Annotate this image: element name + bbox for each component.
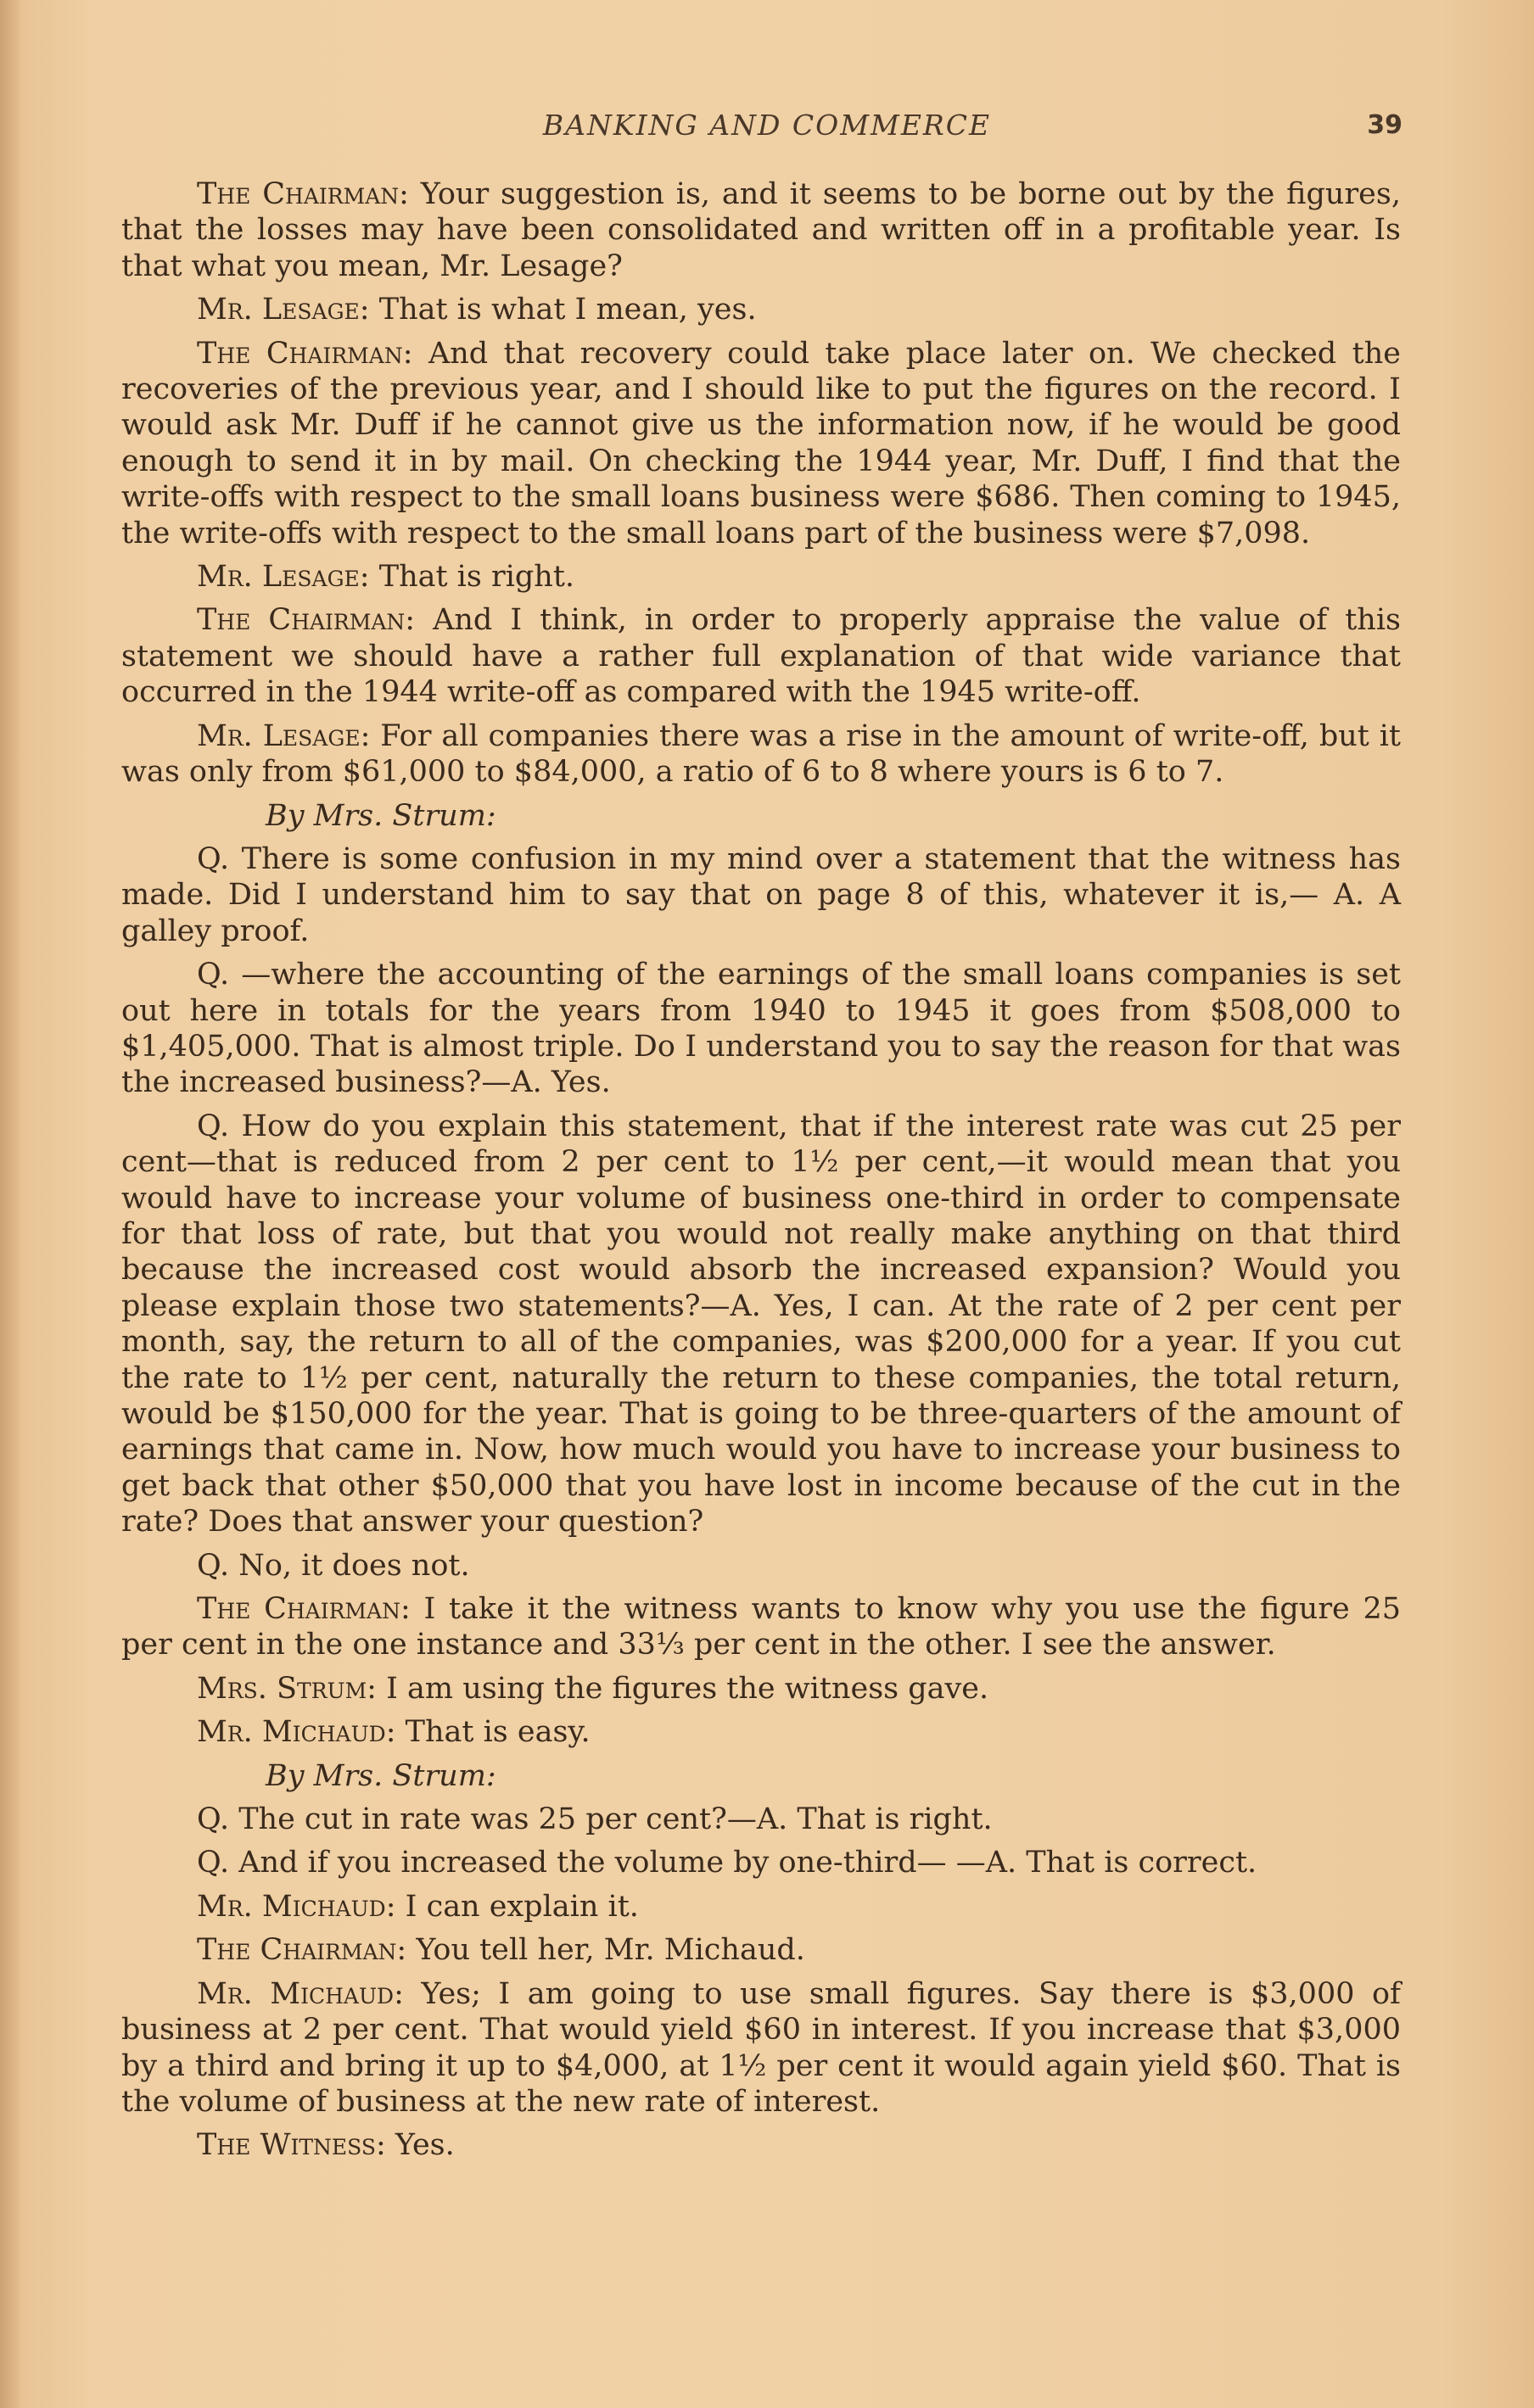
paragraph xyxy=(121,176,1401,284)
paragraph-text: Q. And if you increased the volume by one-third— —A. That is correct. xyxy=(197,1846,1257,1880)
question-answer xyxy=(121,957,1401,1101)
paragraph-text: Yes. xyxy=(385,2128,455,2163)
paragraph xyxy=(121,1889,1401,1925)
speaker: The Chairman: xyxy=(197,1933,407,1968)
paragraph xyxy=(121,1591,1401,1663)
speaker: Mr. Lesage: xyxy=(197,718,371,753)
paragraph-text: That is right. xyxy=(369,560,575,595)
speaker: The Chairman: xyxy=(197,1592,411,1627)
speaker: The Witness: xyxy=(197,2128,386,2163)
question-answer xyxy=(121,1109,1401,1540)
speaker: Mr. Michaud: xyxy=(197,1976,404,2011)
speaker: Mr. Michaud: xyxy=(197,1889,396,1924)
paragraph xyxy=(121,2127,1401,2163)
paragraph xyxy=(121,559,1401,595)
paragraph xyxy=(121,292,1401,327)
paragraph xyxy=(121,1714,1401,1750)
paragraph-text: I take it the witness wants to know why you use the figure 25 per cent in the one instance and 33⅓ per cent in the other. I see the answer. xyxy=(121,1592,1401,1662)
paragraph-text: Q. —where the accounting of the earnings of the small loans companies is set out here in totals for the years from 1940 to 1945 it goes from $508,000 to $1,405,000. That is almost triple. Do I understand you to say the reason for that was the increased business?—A. Yes. xyxy=(121,958,1401,1100)
paragraph xyxy=(121,1976,1401,2120)
speaker: The Chairman: xyxy=(197,603,416,638)
speaker: Mr. Lesage: xyxy=(197,560,370,595)
paragraph-text: You tell her, Mr. Michaud. xyxy=(406,1933,805,1968)
paragraph-text: Q. There is some confusion in my mind over a statement that the witness has made. Did I understand him to say that on page 8 of this, whatever it is,— A. A galley proof. xyxy=(121,841,1401,948)
speaker: The Chairman: xyxy=(197,336,413,371)
paragraph-text: That is easy. xyxy=(395,1715,591,1750)
examiner-heading: By Mrs. Strum: xyxy=(266,798,496,833)
paragraph-text: For all companies there was a rise in the amount of write-off, but it was only from $61,000 to $84,000, a ratio of 6 to 8 where yours is 6 to 7. xyxy=(121,718,1401,790)
page-header xyxy=(0,109,1534,151)
paragraph-text: That is what I mean, yes. xyxy=(369,293,757,327)
question-answer xyxy=(121,841,1401,949)
question-answer xyxy=(121,1548,1401,1584)
paragraph-text: Q. The cut in rate was 25 per cent?—A. That is right. xyxy=(197,1802,993,1837)
speaker: Mrs. Strum: xyxy=(197,1671,377,1706)
paragraph-text: Q. How do you explain this statement, that if the interest rate was cut 25 per cent—that is reduced from 2 per cent to 1½ per cent,—it would mean that you would have to increase your volume of business one-third in order to compensate for that loss of rate, but that you would not really make anything on that third because the increased cost would absorb the increased expansion? Would you please explain those two statements?—A. Yes, I can. At the rate of 2 per cent per month, say, the return to all of the companies, was $200,000 for a year. If you cut the rate to 1½ per cent, naturally the return to these companies, the total return, would be $150,000 for the year. That is going to be three-quarters of the amount of earnings that came in. Now, how much would you have to increase your business to get back that other $50,000 that you have lost in income because of the cut in the rate? Does that answer your question? xyxy=(121,1109,1401,1539)
question-answer xyxy=(121,1845,1401,1880)
question-answer xyxy=(121,1802,1401,1837)
page-body xyxy=(121,176,1401,2171)
paragraph-text: And I think, in order to properly appraise the value of this statement we should have a rather full explanation of that wide variance that occurred in the 1944 write-off as compared with the 1945 write-off. xyxy=(121,603,1401,710)
paragraph-text: Yes; I am going to use small figures. Say there is $3,000 of business at 2 per cent. That would yield $60 in interest. If you increase that $3,000 by a third and bring it up to $4,000, at 1½ per cent it would again yield $60. That is the volume of business at the new rate of interest. xyxy=(121,1976,1402,2119)
paragraph-text: And that recovery could take place later on. We checked the recoveries of the previous year, and I should like to put the figures on the record. I would ask Mr. Duff if he cannot give us the information now, if he would be good enough to send it in by mail. On checking the 1944 year, Mr. Duff, I find that the write-offs with respect to the small loans business were $686. Then coming to 1945, the write-offs with respect to the small loans part of the business were $7,098. xyxy=(121,336,1401,550)
page-number: 39 xyxy=(1367,110,1402,140)
paragraph-text: I can explain it. xyxy=(395,1889,639,1924)
paragraph xyxy=(121,1932,1401,1968)
paragraph-text: Q. No, it does not. xyxy=(197,1548,470,1583)
paragraph xyxy=(121,336,1401,551)
speaker: Mr. Lesage: xyxy=(197,293,370,327)
paragraph xyxy=(121,602,1401,710)
paragraph-text: I am using the figures the witness gave. xyxy=(376,1671,989,1706)
paragraph xyxy=(121,1671,1401,1707)
page-binding-edge xyxy=(0,0,22,2408)
speaker: Mr. Michaud: xyxy=(197,1715,396,1750)
paragraph-text: Your suggestion is, and it seems to be borne out by the figures, that the losses may have been consolidated and written off in a profitable year. Is that what you mean, Mr. Lesage? xyxy=(121,177,1401,283)
examiner-heading: By Mrs. Strum: xyxy=(266,1758,496,1793)
speaker: The Chairman: xyxy=(197,177,409,211)
running-head: BANKING AND COMMERCE xyxy=(542,109,992,142)
paragraph xyxy=(121,718,1401,791)
